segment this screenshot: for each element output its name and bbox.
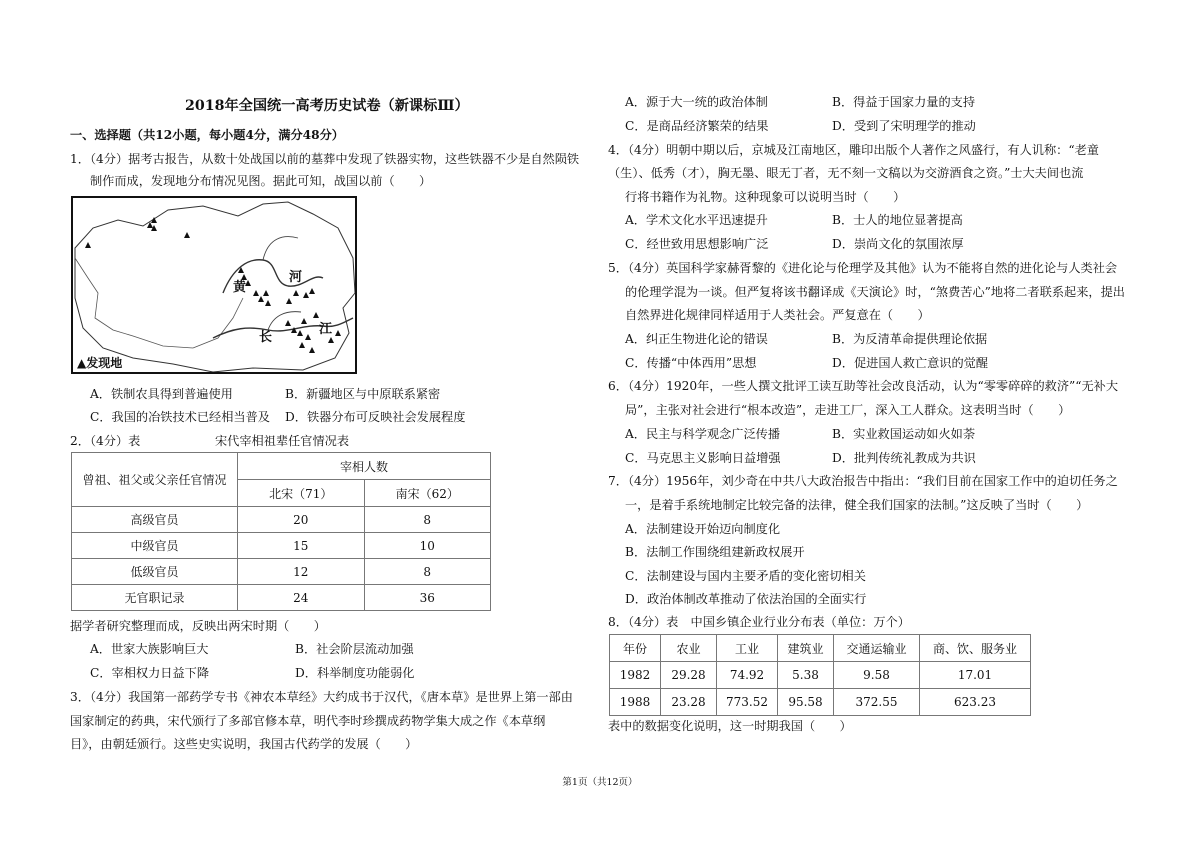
q8-header-row [610, 635, 1031, 662]
q1-option-a: A．铁制农具得到普遍使用 [90, 387, 233, 401]
map-label-he: 河 [289, 270, 303, 285]
q1-option-d: D．铁器分布可反映社会发展程度 [285, 410, 466, 424]
q8-cell: 23.28 [661, 689, 717, 716]
q5-option-b: B．为反清革命提供理论依据 [832, 332, 988, 346]
q2-option-b: B．社会阶层流动加强 [295, 642, 414, 656]
q2-row-label: 低级官员 [72, 559, 238, 585]
section-heading: 一、选择题（共12小题，每小题4分，满分48分） [70, 128, 344, 142]
page-title: 2018年全国统一高考历史试卷（新课标Ⅲ） [185, 98, 469, 114]
q7-line-1: 7．（4分）1956年，刘少奇在中共八大政治报告中指出：“我们目前在国家工作中的迫切任务之 [608, 474, 1118, 488]
q8-cell: 74.92 [717, 662, 778, 689]
q5-line-3: 自然界进化规律同样适用于人类社会。严复意在（ ） [625, 308, 930, 322]
q3-line-3: 目》，由朝廷颁行。这些史实说明，我国古代药学的发展（ ） [70, 737, 418, 751]
q6-option-d: D．批判传统礼教成为共识 [832, 451, 976, 465]
q3-line-1: 3．（4分）我国第一部药学专书《神农本草经》大约成书于汉代，《唐本草》是世界上第一部由 [70, 690, 573, 704]
q4-line-2: （生）、低秀（才），胸无墨、眼无丁者，无不刻一文稿以为交游酒食之资。”士大夫间也流 [608, 166, 1084, 180]
q2-row-south: 8 [364, 559, 491, 585]
q4-line-3: 行将书籍作为礼物。这种现象可以说明当时（ ） [625, 190, 906, 204]
q8-table [609, 634, 1031, 716]
q5-option-c: C．传播“中体西用”思想 [625, 356, 757, 370]
q6-line-1: 6．（4分）1920年，一些人撰文批评工读互助等社会改良活动，认为“零零碎碎的救济”“无补大 [608, 379, 1119, 393]
q2-row-north: 12 [238, 559, 365, 585]
q2-option-d: D．科举制度功能弱化 [295, 666, 415, 680]
map-label-jiang: 江 [319, 322, 333, 337]
table-row [72, 585, 491, 611]
q8-cell: 1988 [610, 689, 661, 716]
q2-caption: 宋代宰相祖辈任官情况表 [215, 434, 350, 448]
q8-cell: 623.23 [920, 689, 1031, 716]
q4-option-b: B．士人的地位显著提高 [832, 213, 963, 227]
q8-cell: 5.38 [778, 662, 834, 689]
q8-head-transport: 交通运输业 [834, 635, 920, 662]
q2-option-a: A．世家大族影响巨大 [90, 642, 209, 656]
q2-row-south: 36 [364, 585, 491, 611]
q8-line-1: 8．（4分）表 中国乡镇企业行业分布表（单位：万个） [608, 615, 910, 629]
q3-option-a: A．源于大一统的政治体制 [625, 95, 768, 109]
q2-row-north: 24 [238, 585, 365, 611]
q6-option-a: A．民主与科学观念广泛传播 [625, 427, 781, 441]
page-footer: 第1页（共12页） [562, 777, 638, 788]
q7-line-2: 一，是着手系统地制定比较完备的法律，健全我们国家的法制。”这反映了当时（ ） [625, 498, 1089, 512]
q5-option-a: A．纠正生物进化论的错误 [625, 332, 768, 346]
q8-cell: 95.58 [778, 689, 834, 716]
q5-line-2: 的伦理学混为一谈。但严复将该书翻译成《天演论》时，“煞费苦心”地将二者联系起来，提出 [625, 285, 1125, 299]
q2-head-ancestors: 曾祖、祖父或父亲任官情况 [72, 453, 238, 507]
q6-option-b: B．实业救国运动如火如荼 [832, 427, 976, 441]
q7-option-a: A．法制建设开始迈向制度化 [625, 522, 781, 536]
q1-line-2: 制作而成，发现地分布情况见图。据此可知，战国以前（ ） [90, 174, 432, 188]
q4-line-1: 4．（4分）明朝中期以后，京城及江南地区，雕印出版个人著作之风盛行，有人讥称：“老童 [608, 143, 1099, 157]
q3-option-c: C．是商品经济繁荣的结果 [625, 119, 769, 133]
q2-row-label: 无官职记录 [72, 585, 238, 611]
table-row [610, 689, 1031, 716]
q2-row-south: 10 [364, 533, 491, 559]
q7-option-d: D．政治体制改革推动了依法治国的全面实行 [625, 592, 867, 606]
q2-row-north: 15 [238, 533, 365, 559]
q2-row-label: 中级官员 [72, 533, 238, 559]
q2-row-north: 20 [238, 507, 365, 533]
q8-after: 表中的数据变化说明，这一时期我国（ ） [608, 719, 852, 733]
map-label-chang: 长 [259, 330, 273, 345]
q2-option-c: C．宰相权力日益下降 [90, 666, 210, 680]
q3-option-b: B．得益于国家力量的支持 [832, 95, 976, 109]
iron-finds-map [71, 196, 357, 374]
map-graphic [73, 198, 355, 372]
q2-head-south: 南宋（62） [364, 480, 491, 507]
q4-option-c: C．经世致用思想影响广泛 [625, 237, 769, 251]
q8-cell: 372.55 [834, 689, 920, 716]
q2-row-south: 8 [364, 507, 491, 533]
q8-head-construction: 建筑业 [778, 635, 834, 662]
q7-option-c: C．法制建设与国内主要矛盾的变化密切相关 [625, 569, 866, 583]
q1-line-1: 1．（4分）据考古报告，从数十处战国以前的墓葬中发现了铁器实物，这些铁器不少是自然陨铁 [70, 152, 580, 166]
table-row [610, 662, 1031, 689]
table-row [72, 559, 491, 585]
q5-line-1: 5．（4分）英国科学家赫胥黎的《进化论与伦理学及其他》认为不能将自然的进化论与人类社会 [608, 261, 1118, 275]
q6-option-c: C．马克思主义影响日益增强 [625, 451, 781, 465]
q5-option-d: D．促进国人救亡意识的觉醒 [832, 356, 989, 370]
q8-cell: 9.58 [834, 662, 920, 689]
q2-head-count: 宰相人数 [238, 453, 491, 480]
q2-table [71, 452, 491, 611]
q8-head-service: 商、饮、服务业 [920, 635, 1031, 662]
q4-option-d: D．崇尚文化的氛围浓厚 [832, 237, 964, 251]
q3-line-2: 国家制定的药典，宋代颁行了多部官修本草，明代李时珍撰成药物学集大成之作《本草纲 [70, 714, 546, 728]
map-label-huang: 黄 [233, 280, 247, 295]
map-legend: ▲发现地 [77, 356, 123, 370]
q4-option-a: A．学术文化水平迅速提升 [625, 213, 768, 227]
q6-line-2: 局”，主张对社会进行“根本改造”，走进工厂，深入工人群众。这表明当时（ ） [625, 403, 1071, 417]
q1-option-b: B．新疆地区与中原联系紧密 [285, 387, 441, 401]
q2-row-label: 高级官员 [72, 507, 238, 533]
q2-head-north: 北宋（71） [238, 480, 365, 507]
q1-option-c: C．我国的冶铁技术已经相当普及 [90, 410, 270, 424]
q8-head-industry: 工业 [717, 635, 778, 662]
table-row [72, 533, 491, 559]
q8-head-agri: 农业 [661, 635, 717, 662]
q8-cell: 29.28 [661, 662, 717, 689]
q2-line-1: 2．（4分）表 [70, 434, 141, 448]
q8-cell: 773.52 [717, 689, 778, 716]
q8-cell: 17.01 [920, 662, 1031, 689]
q8-cell: 1982 [610, 662, 661, 689]
q3-option-d: D．受到了宋明理学的推动 [832, 119, 976, 133]
q8-head-year: 年份 [610, 635, 661, 662]
q7-option-b: B．法制工作围绕组建新政权展开 [625, 545, 805, 559]
table-row [72, 507, 491, 533]
q2-after: 据学者研究整理而成，反映出两宋时期（ ） [70, 619, 326, 633]
